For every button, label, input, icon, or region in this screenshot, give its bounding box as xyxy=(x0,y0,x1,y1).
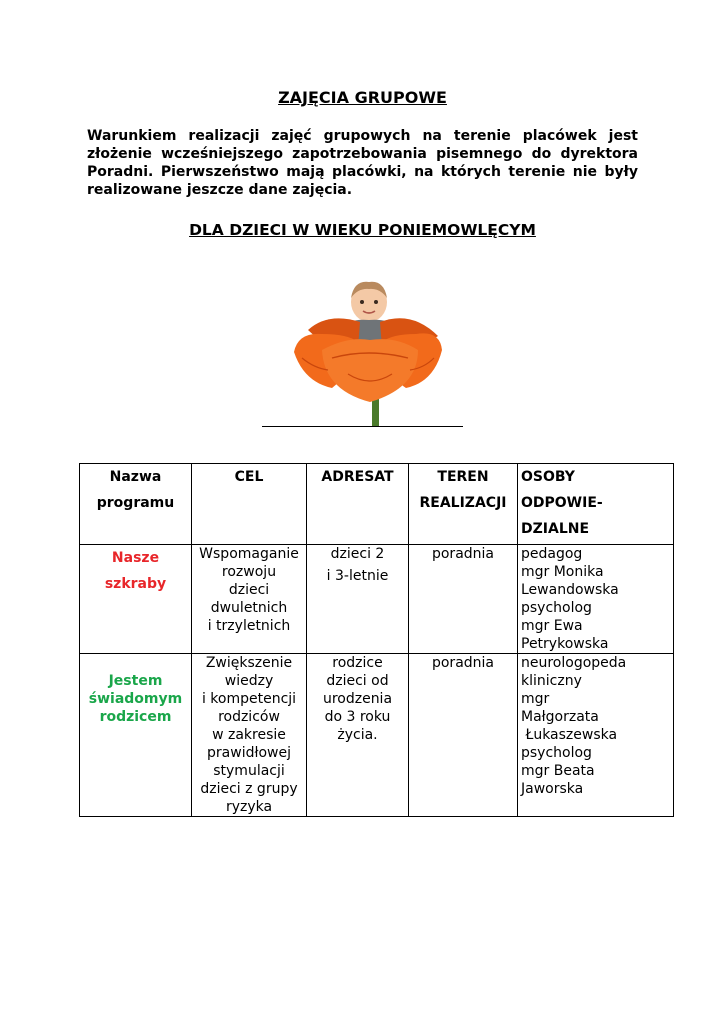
program-goal: Wspomaganie rozwoju dzieci dwuletnich i trzyletnich xyxy=(192,545,307,654)
program-recipient: rodzice dzieci od urodzenia do 3 roku życia. xyxy=(307,654,409,817)
table-row xyxy=(80,545,674,654)
header-area: TEREN REALIZACJI xyxy=(409,464,518,545)
header-responsible-persons: OSOBY ODPOWIE- DZIALNE xyxy=(518,464,674,545)
program-area: poradnia xyxy=(409,654,518,817)
intro-paragraph xyxy=(87,127,638,199)
page-title: ZAJĘCIA GRUPOWE xyxy=(278,88,447,107)
program-name: Nasze szkraby xyxy=(80,545,192,654)
program-area: poradnia xyxy=(409,545,518,654)
separator-line xyxy=(262,426,463,427)
table-row xyxy=(80,654,674,817)
program-goal: Zwiększenie wiedzy i kompetencji rodziców w zakresie prawidłowej stymulacji dzieci z grupy ryzyka xyxy=(192,654,307,817)
table-header-row xyxy=(80,464,674,545)
program-name: Jestem świadomym rodzicem xyxy=(80,654,192,817)
baby-in-poppy-flower-icon xyxy=(288,278,448,428)
header-recipient: ADRESAT xyxy=(307,464,409,545)
header-program-name: Nazwa programu xyxy=(80,464,192,545)
intro-text: Warunkiem realizacji zajęć grupowych na terenie placówek jest złożenie wcześniejszego zapotrzebowania pisemnego do dyrektora Poradni. Pierwszeństwo mają placówki, na których terenie nie były realizowane jeszcze dane zajęcia. xyxy=(87,128,638,198)
header-goal: CEL xyxy=(192,464,307,545)
program-recipient: dzieci 2 i 3-letnie xyxy=(307,545,409,654)
program-persons: neurologopeda kliniczny mgr Małgorzata Łukaszewska psycholog mgr Beata Jaworska xyxy=(518,654,674,817)
programs-table xyxy=(79,463,674,817)
section-subtitle: DLA DZIECI W WIEKU PONIEMOWLĘCYM xyxy=(189,221,536,239)
program-persons: pedagog mgr Monika Lewandowska psycholog mgr Ewa Petrykowska xyxy=(518,545,674,654)
